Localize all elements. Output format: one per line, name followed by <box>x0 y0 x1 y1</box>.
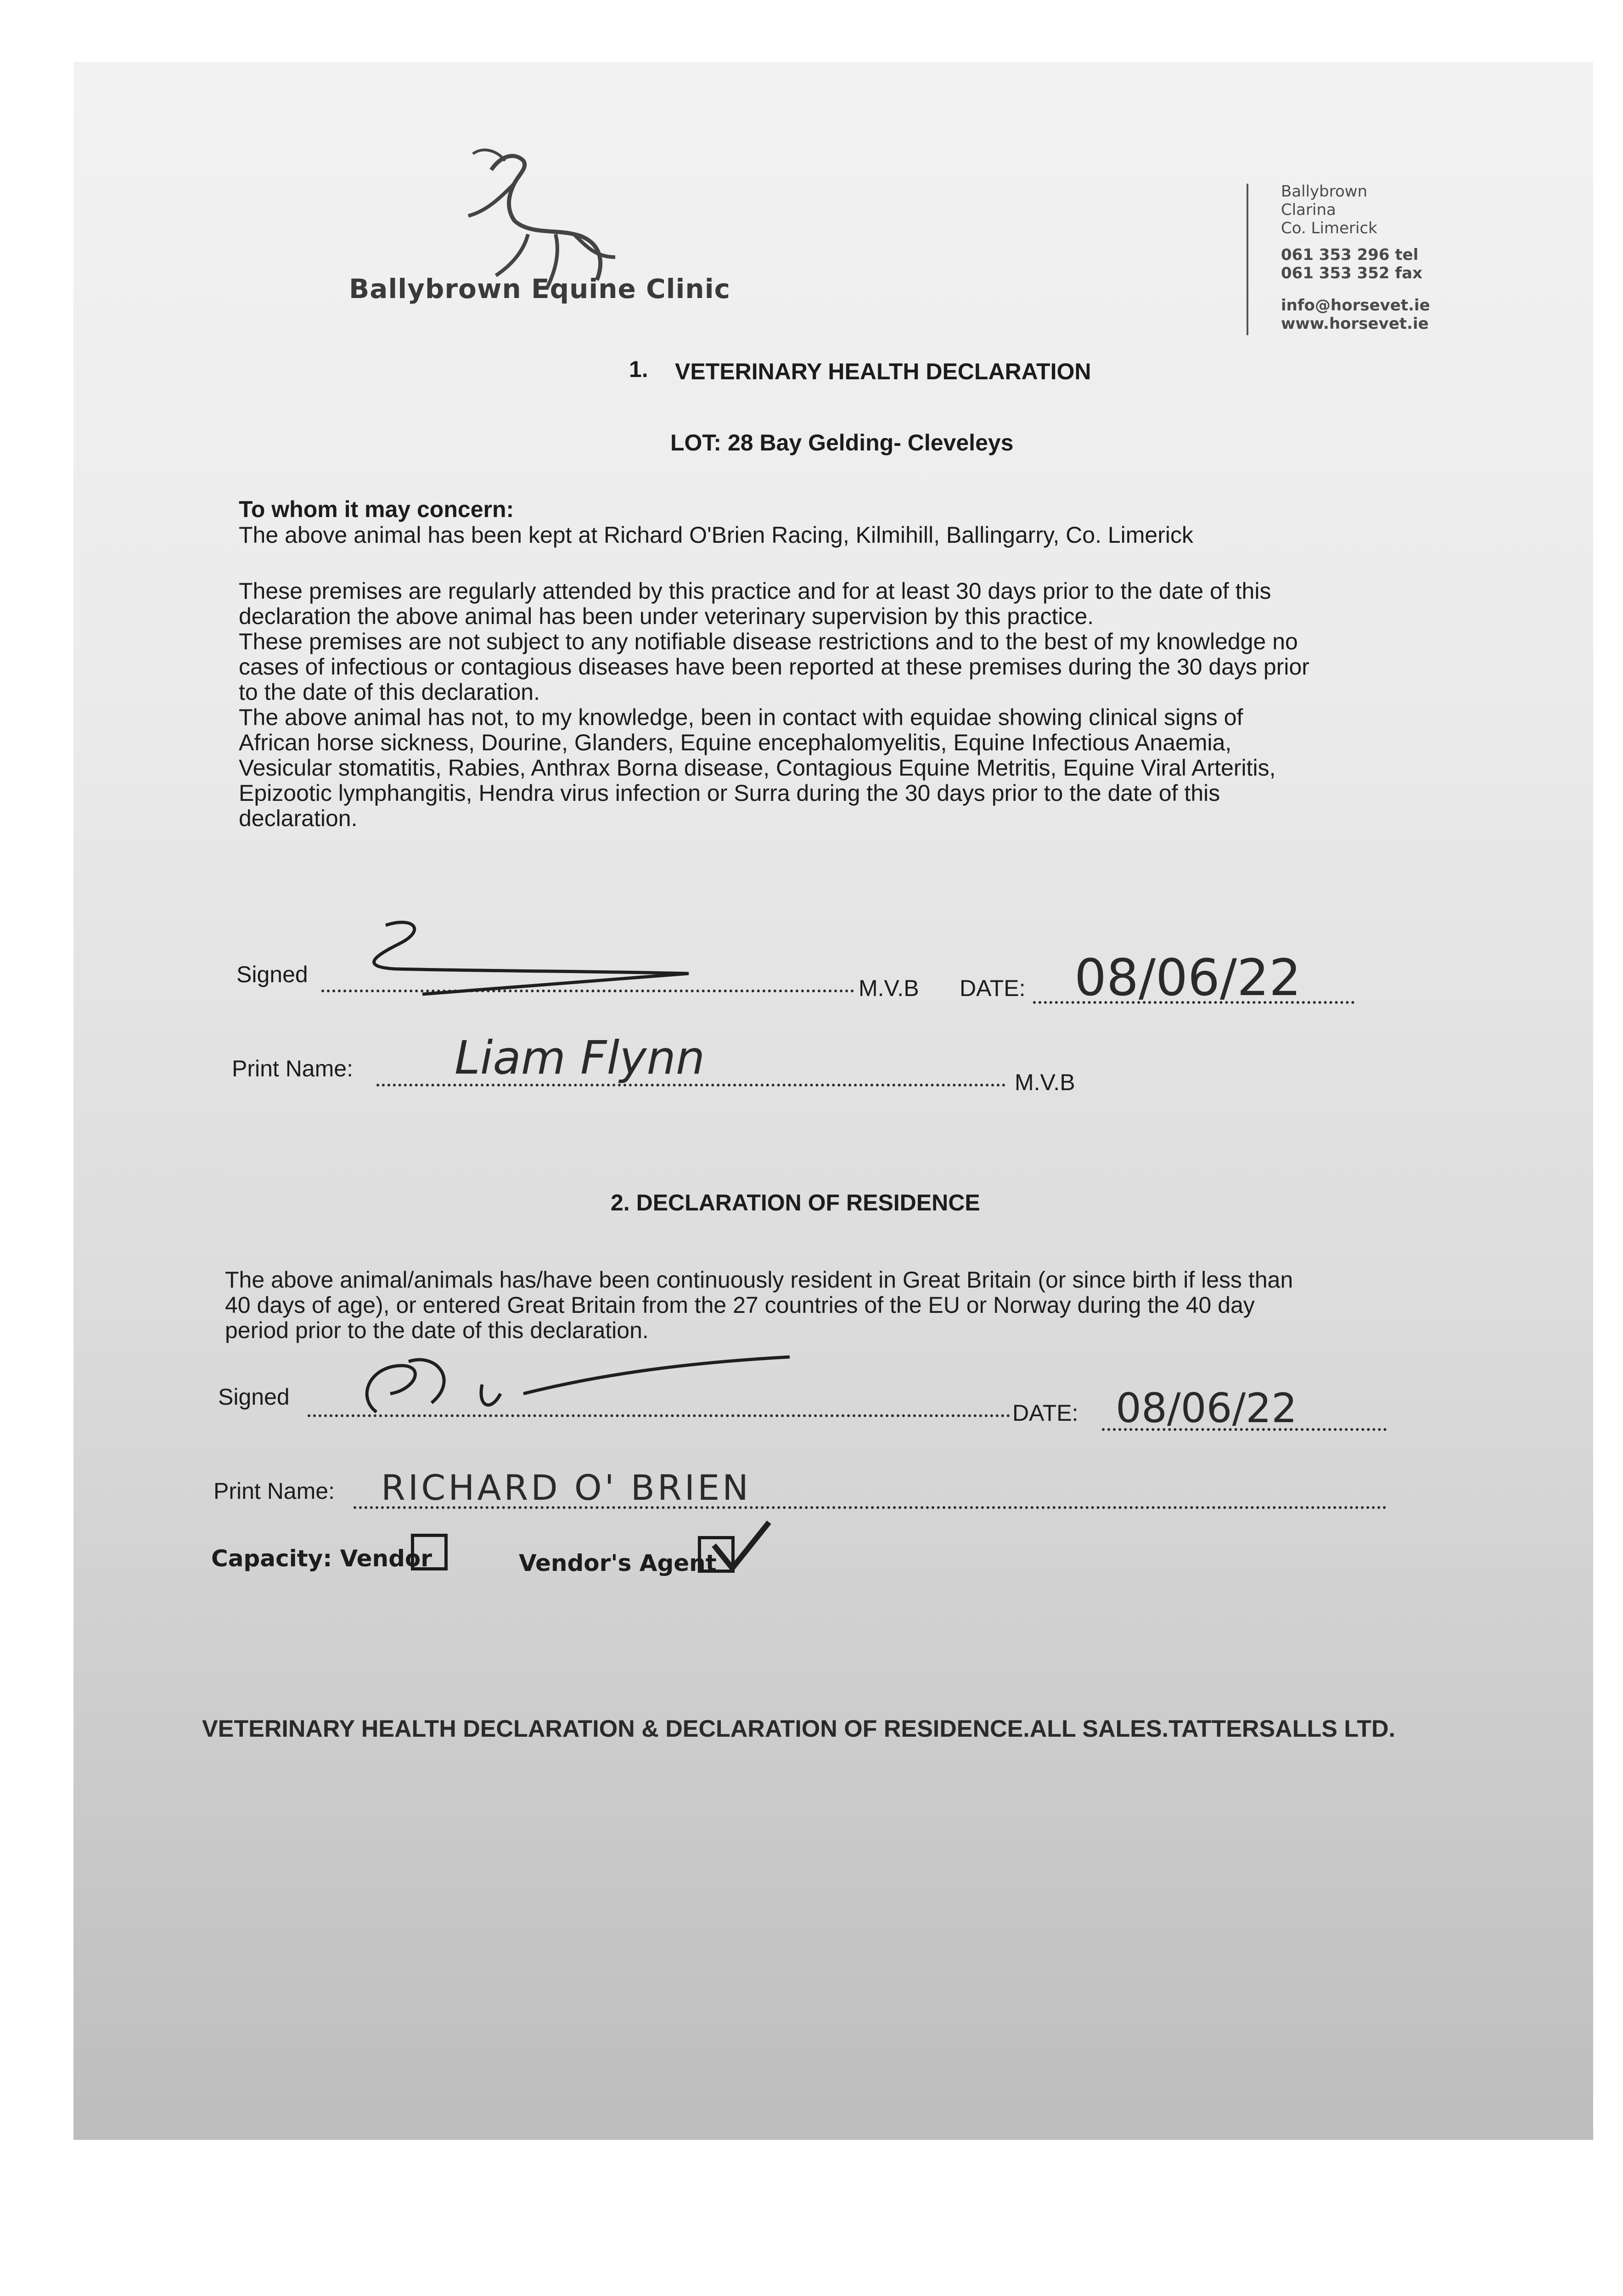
address-line-1: Ballybrown <box>1281 182 1368 201</box>
footer-text: VETERINARY HEALTH DECLARATION & DECLARATION OF RESIDENCE.ALL SALES.TATTERSALLS LTD. <box>202 1716 1396 1742</box>
para1-line-4: cases of infectious or contagious diseases have been reported at these premises during the 30 days prior <box>239 654 1309 680</box>
check-mark-icon <box>709 1518 774 1577</box>
section1-title: VETERINARY HEALTH DECLARATION <box>675 359 1091 384</box>
phone-number: 061 353 296 tel <box>1281 246 1419 264</box>
signed-label-2: Signed <box>218 1384 290 1410</box>
document-page <box>73 62 1593 2140</box>
vet-signature-icon <box>331 916 790 1008</box>
mvb-label-1: M.V.B <box>859 975 919 1001</box>
para1-line-7: African horse sickness, Dourine, Glanders, Equine encephalomyelitis, Equine Infectious Anaemia, <box>239 730 1232 755</box>
para1-line-6: The above animal has not, to my knowledge, been in contact with equidae showing clinical signs of <box>239 704 1243 730</box>
date-label-1: DATE: <box>960 975 1026 1001</box>
para1-line-9: Epizootic lymphangitis, Hendra virus infection or Surra during the 30 days prior to the date of this <box>239 780 1220 806</box>
email-address: info@horsevet.ie <box>1281 296 1430 315</box>
lot-line: LOT: 28 Bay Gelding- Cleveleys <box>670 430 1014 456</box>
para2-line-3: period prior to the date of this declaration. <box>225 1317 649 1343</box>
date-label-2: DATE: <box>1012 1400 1078 1426</box>
vendors-agent-label: Vendor's Agent <box>519 1550 717 1576</box>
date-value-2: 08/06/22 <box>1116 1384 1297 1432</box>
kept-at-statement: The above animal has been kept at Richard O'Brien Racing, Kilmihill, Ballingarry, Co. Limerick <box>239 522 1193 548</box>
para1-line-3: These premises are not subject to any notifiable disease restrictions and to the best of my knowledge no <box>239 629 1298 654</box>
print-name-label-1: Print Name: <box>232 1056 353 1081</box>
para1-line-8: Vesicular stomatitis, Rabies, Anthrax Borna disease, Contagious Equine Metritis, Equine Viral Arteritis, <box>239 755 1276 781</box>
capacity-vendor-label: Capacity: Vendor <box>211 1545 432 1572</box>
print-name-value-1: Liam Flynn <box>455 1031 705 1085</box>
website-address: www.horsevet.ie <box>1281 315 1429 333</box>
para2-line-1: The above animal/animals has/have been continuously resident in Great Britain (or since birth if less than <box>225 1267 1293 1293</box>
owner-signature-icon <box>340 1334 845 1426</box>
signed-label-1: Signed <box>236 962 308 987</box>
print-name-value-2: RICHARD O' BRIEN <box>381 1467 752 1508</box>
fax-number: 061 353 352 fax <box>1281 264 1423 282</box>
section1-number: 1. <box>629 356 648 382</box>
para1-line-5: to the date of this declaration. <box>239 679 540 705</box>
para1-line-10: declaration. <box>239 805 358 831</box>
section2-title: 2. DECLARATION OF RESIDENCE <box>611 1190 980 1216</box>
date-value-1: 08/06/22 <box>1074 948 1302 1007</box>
address-line-2: Clarina <box>1281 201 1336 219</box>
address-line-3: Co. Limerick <box>1281 219 1377 237</box>
print-name-label-2: Print Name: <box>213 1478 335 1504</box>
vendor-checkbox[interactable] <box>411 1534 448 1570</box>
clinic-name: Ballybrown Equine Clinic <box>349 273 730 304</box>
print-mvb-label-1: M.V.B <box>1015 1069 1075 1095</box>
salutation: To whom it may concern: <box>239 496 514 522</box>
para1-line-2: declaration the above animal has been under veterinary supervision by this practice. <box>239 603 1094 629</box>
para1-line-1: These premises are regularly attended by this practice and for at least 30 days prior to the date of this <box>239 578 1271 604</box>
header-divider <box>1247 184 1248 335</box>
para2-line-2: 40 days of age), or entered Great Britain from the 27 countries of the EU or Norway during the 40 day <box>225 1292 1255 1318</box>
